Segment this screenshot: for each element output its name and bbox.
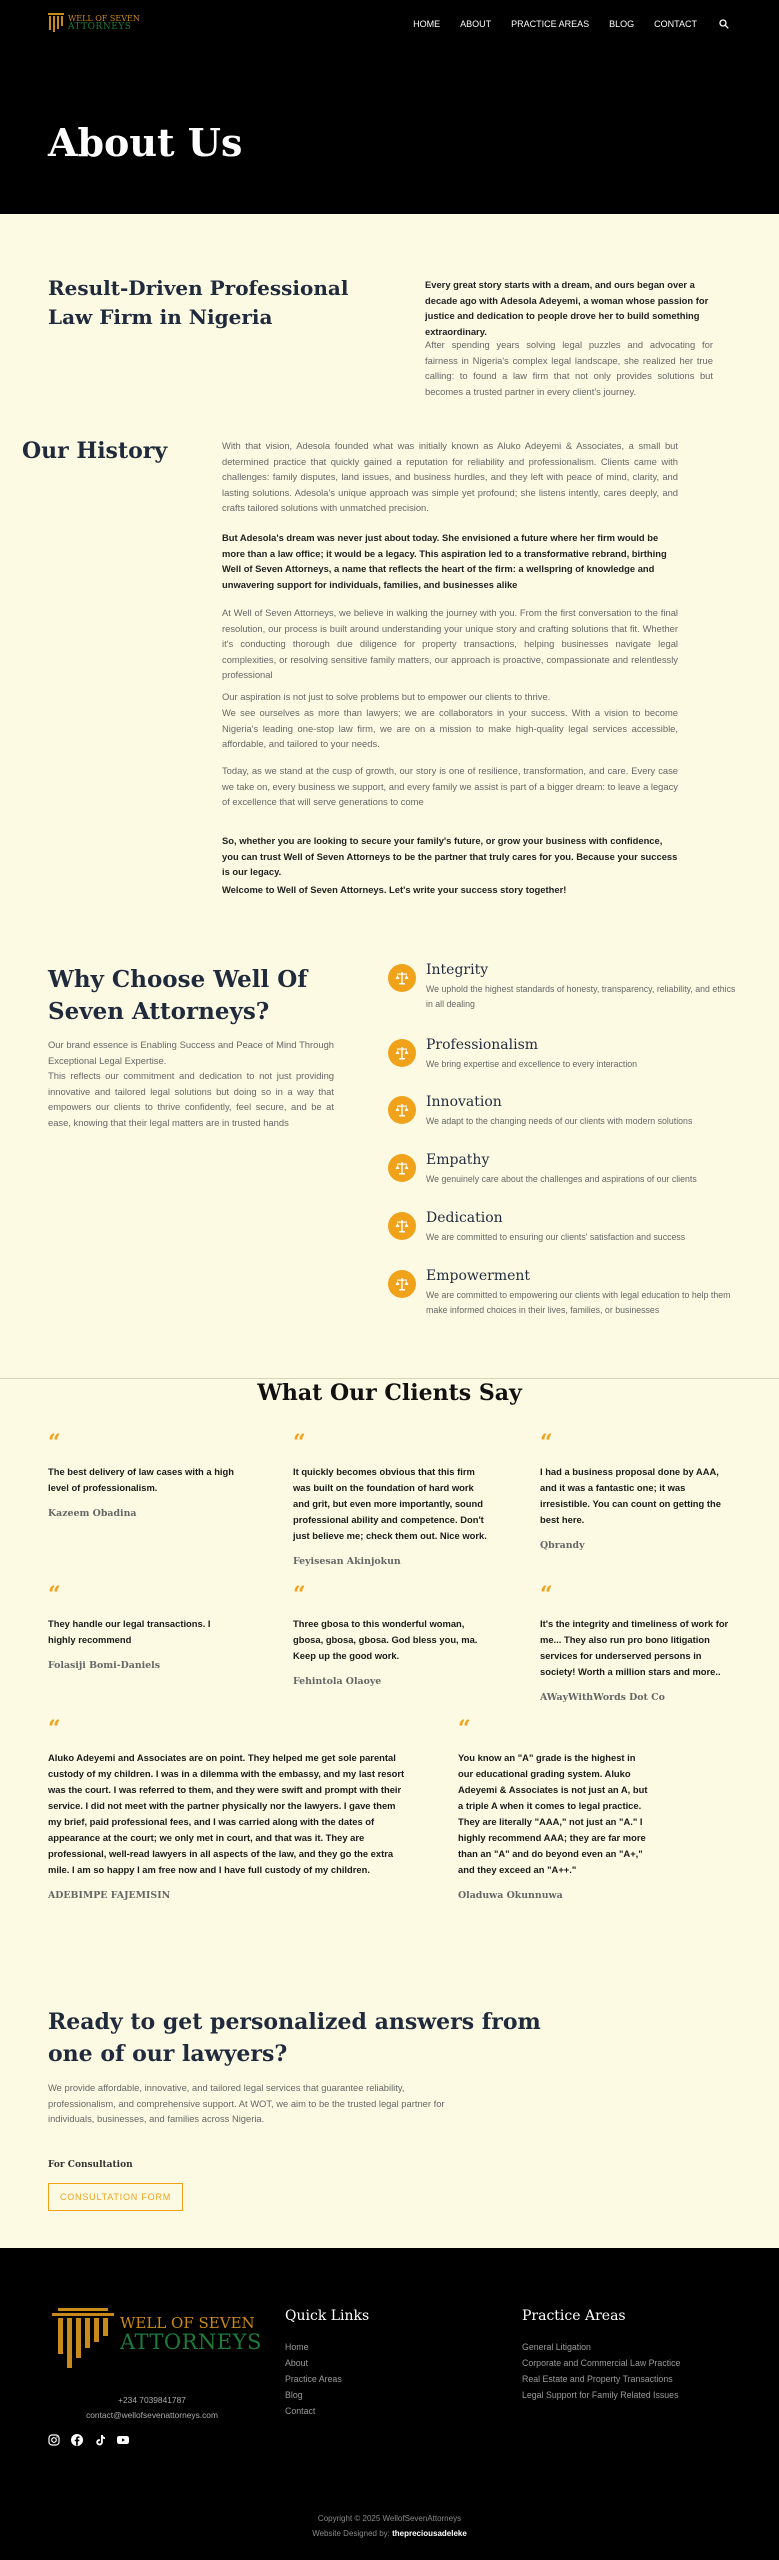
header-logo[interactable] <box>48 13 140 33</box>
quote-icon: “ <box>540 1582 553 1608</box>
instagram-icon[interactable] <box>47 2433 61 2447</box>
cta-title: Ready to get personalized answers from one of our lawyers? <box>48 2009 541 2067</box>
value-title: Professionalism <box>426 1037 539 1053</box>
quick-links-title: Quick Links <box>285 2308 370 2324</box>
testimonial-card <box>540 1432 730 1551</box>
testimonial-author: ADEBIMPE FAJEMISIN <box>48 1890 171 1901</box>
why-choose-body <box>48 1037 334 1130</box>
value-description: We are committed to empowering our clients with legal education to help them make informed choices in their lives, families, or businesses <box>426 1290 731 1315</box>
testimonial-author: Oladuwa Okunnuwa <box>458 1890 563 1901</box>
consultation-label: For Consultation <box>48 2160 133 2170</box>
value-title: Empowerment <box>426 1268 531 1284</box>
testimonial-card <box>48 1718 408 1901</box>
value-description: We adapt to the changing needs of our clients with modern solutions <box>426 1116 693 1126</box>
intro-title: Result-Driven Professional Law Firm in Nigeria <box>48 276 349 329</box>
history-paragraph-5: Today, as we stand at the cusp of growth, our story is one of resilience, transformation, and care. Every case we take on, every business we support, and every family we assist is part of a bigger dream: to leave a legacy of excellence that will serve generations to come <box>222 765 678 807</box>
tiktok-icon[interactable] <box>93 2433 107 2447</box>
testimonial-text: It's the integrity and timeliness of work for me... They also run pro bono litigation services for underserved persons in society! Worth a million stars and more.. <box>540 1618 729 1677</box>
quote-icon: “ <box>48 1716 61 1742</box>
testimonial-author: Folasiji Bomi-Daniels <box>48 1660 161 1671</box>
quote-icon: “ <box>293 1582 306 1608</box>
testimonial-text: They handle our legal transactions. I highly recommend <box>48 1618 211 1645</box>
pillars-logo-icon <box>48 13 64 33</box>
youtube-icon[interactable] <box>116 2433 130 2447</box>
footer-email[interactable]: contact@wellofsevenattorneys.com <box>86 2410 218 2420</box>
designer-link[interactable]: thepreciousadeleke <box>392 2529 467 2538</box>
footer-practice-link[interactable]: Corporate and Commercial Law Practice <box>522 2358 681 2368</box>
testimonial-text: It quickly becomes obvious that this firm was built on the foundation of hard work and grit, but even more importantly, sound professional ability and competence. Don't just believe me; check them out. Nice work. <box>293 1466 487 1541</box>
history-paragraph-7: Welcome to Well of Seven Attorneys. Let's write your success story together! <box>222 884 567 895</box>
why-body-1: Our brand essence is Enabling Success and Peace of Mind Through Exceptional Legal Expertise. <box>48 1039 334 1066</box>
nav-practice-areas[interactable]: PRACTICE AREAS <box>511 19 590 29</box>
testimonial-card <box>458 1718 653 1901</box>
history-paragraph-6: So, whether you are looking to secure your family's future, or grow your business with confidence, you can trust Well of Seven Attorneys to be the partner that truly cares for you. Because your success is our legacy. <box>222 835 678 877</box>
hero-section <box>0 0 779 214</box>
footer-quick-link[interactable]: Blog <box>285 2390 303 2400</box>
footer-practice-link[interactable]: Legal Support for Family Related Issues <box>522 2390 679 2400</box>
nav-contact[interactable]: CONTACT <box>654 19 697 29</box>
quote-icon: “ <box>458 1716 471 1742</box>
testimonial-text: Aluko Adeyemi and Associates are on point. They helped me get sole parental custody of my children. I was in a dilemma with the embassy, and my last resort was the court. I was referred to them, and they were swift and prompt with their service. I did not meet with the partner physically nor the lawyers. I gave them my brief, paid professional fees, and I was carried along with the dates of appearance at the court; we only met in court, and that was it. They are professional, well-read lawyers in all aspects of the law, and they go the extra mile. I am so happy I am free now and I have full custody of my children. <box>48 1752 405 1875</box>
value-description: We uphold the highest standards of honesty, transparency, reliability, and ethics in all dealing <box>426 984 736 1009</box>
testimonial-card <box>540 1584 730 1703</box>
testimonial-text: Three gbosa to this wonderful woman, gbosa, gbosa, gbosa. God bless you, ma. Keep up the good work. <box>293 1618 478 1661</box>
testimonial-text: The best delivery of law cases with a high level of professionalism. <box>48 1466 234 1493</box>
designer-label: Website Designed by: <box>312 2529 390 2538</box>
scales-icon <box>388 964 416 992</box>
cta-body: We provide affordable, innovative, and tailored legal services that guarantee reliability, professionalism, and comprehensive support. At WOT, we aim to be the trusted legal partner for individuals, businesses, and families across Nigeria. <box>48 2082 445 2124</box>
consultation-form-button[interactable]: CONSULTATION FORM <box>48 2183 183 2211</box>
footer-logo-line1: WELL OF SEVEN <box>120 2314 255 2332</box>
history-paragraph-3: At Well of Seven Attorneys, we believe in walking the journey with you. From the first conversation to the final resolution, our process is built around understanding your unique story and crafting solutions that fit. Whether it's conducting thorough due diligence for property transactions, helping businesses navigate legal complexities, or resolving sensitive family matters, our approach is proactive, compassionate and relentlessly professional <box>222 607 678 680</box>
value-title: Empathy <box>426 1152 490 1168</box>
intro-body: After spending years solving legal puzzles and advocating for fairness in Nigeria's complex legal landscape, she realized her true calling: to found a law firm that not only provides solutions but becomes a trusted partner in every client's journey. <box>425 339 713 397</box>
testimonials-heading: What Our Clients Say <box>257 1380 522 1406</box>
footer-quick-link[interactable]: Home <box>285 2342 309 2352</box>
designer-credit <box>0 2529 779 2538</box>
scales-icon <box>388 1039 416 1067</box>
copyright: Copyright © 2025 WellofSevenAttorneys <box>317 2514 462 2523</box>
why-body-2: This reflects our commitment and dedication to not just providing innovative and tailored legal solutions but doing so in a way that empowers our clients to thrive confidently, feel secure, and be at ease, knowing that their legal matters are in trusted hands <box>48 1070 334 1128</box>
main-nav <box>393 19 729 29</box>
footer-practice-link[interactable]: Real Estate and Property Transactions <box>522 2374 673 2384</box>
testimonial-author: Qbrandy <box>540 1540 585 1551</box>
footer-quick-link[interactable]: About <box>285 2358 308 2368</box>
footer-practice-link[interactable]: General Litigation <box>522 2342 591 2352</box>
page-title: About Us <box>48 120 243 165</box>
why-choose-title: Why Choose Well Of Seven Attorneys? <box>48 966 308 1025</box>
search-icon[interactable] <box>719 19 729 29</box>
nav-home[interactable]: HOME <box>413 19 441 29</box>
scales-icon <box>388 1154 416 1182</box>
testimonial-text: I had a business proposal done by AAA, and it was a fantastic one; it was irresistible. You can count on getting the best here. <box>540 1466 721 1525</box>
logo-text-line2: ATTORNEYS <box>68 22 132 32</box>
testimonial-author: Kazeem Obadina <box>48 1508 137 1519</box>
footer-phone[interactable]: +234 7039841787 <box>118 2395 186 2405</box>
history-paragraph-4b: We see ourselves as more than lawyers; we are collaborators in your success. With a vision to become Nigeria's leading one-stop law firm, we are on a mission to make high-quality legal services accessible, affordable, and tailored to your needs. <box>222 707 678 749</box>
value-title: Innovation <box>426 1094 502 1110</box>
history-paragraph-1: With that vision, Adesola founded what was initially known as Aluko Adeyemi & Associates, a small but determined practice that quickly gained a reputation for reliability and professionalism. Clients came with challenges: family disputes, land issues, and business hurdles, and they left with peace of mind, clarity, and lasting solutions. Adesola's unique approach was simple yet profound; she listens intently, cares deeply, and crafts tailored solutions with unmatched precision. <box>222 440 678 513</box>
history-title: Our History <box>22 438 168 464</box>
footer-quick-link[interactable]: Practice Areas <box>285 2374 342 2384</box>
nav-blog[interactable]: BLOG <box>609 19 635 29</box>
value-description: We bring expertise and excellence to every interaction <box>426 1059 638 1069</box>
testimonial-text: You know an "A" grade is the highest in our educational grading system. Aluko Adeyemi & Associates is not just an A, but a triple A when it comes to legal practice. They are literally "AAA," not just an "A." I highly recommend AAA; they are far more than an "A" and do beyond even an "A+," and they exceed an "A++." <box>458 1752 648 1875</box>
value-description: We are committed to ensuring our clients' satisfaction and success <box>426 1232 686 1242</box>
facebook-icon[interactable] <box>70 2433 84 2447</box>
testimonial-card <box>48 1432 238 1519</box>
value-title: Dedication <box>426 1210 503 1226</box>
quote-icon: “ <box>48 1430 61 1456</box>
nav-about[interactable]: ABOUT <box>460 19 492 29</box>
scales-icon <box>388 1212 416 1240</box>
logo-text-line1: WELL OF SEVEN <box>68 14 140 23</box>
footer-logo[interactable] <box>52 2308 262 2378</box>
quote-icon: “ <box>293 1430 306 1456</box>
footer <box>0 2248 779 2560</box>
footer-quick-link[interactable]: Contact <box>285 2406 316 2416</box>
testimonial-card <box>293 1584 488 1687</box>
testimonial-card <box>293 1432 488 1567</box>
value-title: Integrity <box>426 962 489 978</box>
footer-logo-line2: ATTORNEYS <box>120 2330 262 2354</box>
value-description: We genuinely care about the challenges and aspirations of our clients <box>426 1174 697 1184</box>
testimonial-card <box>48 1584 238 1671</box>
testimonial-author: Fehintola Olaoye <box>293 1676 382 1687</box>
history-paragraph-2: But Adesola's dream was never just about today. She envisioned a future where her firm would be more than a law office; it would be a legacy. This aspiration led to a transformative rebrand, birthing Well of Seven Attorneys, a name that reflects the heart of the firm: a wellspring of knowledge and unwavering support for individuals, families, and businesses alike <box>222 532 667 590</box>
history-paragraph-4a: Our aspiration is not just to solve problems but to empower our clients to thrive. <box>222 691 551 702</box>
intro-lead: Every great story starts with a dream, and ours began over a decade ago with Adesola Adeyemi, a woman whose passion for justice and dedication to people drove her to build something extraordinary. <box>425 279 709 337</box>
pillars-logo-icon <box>52 2308 114 2378</box>
practice-areas-title: Practice Areas <box>522 2308 626 2324</box>
quote-icon: “ <box>540 1430 553 1456</box>
testimonial-author: AWayWithWords Dot Co <box>540 1692 665 1703</box>
scales-icon <box>388 1270 416 1298</box>
social-links <box>47 2433 130 2447</box>
scales-icon <box>388 1096 416 1124</box>
section-divider <box>0 1378 779 1379</box>
quote-icon: “ <box>48 1582 61 1608</box>
testimonial-author: Feyisesan Akinjokun <box>293 1556 401 1567</box>
